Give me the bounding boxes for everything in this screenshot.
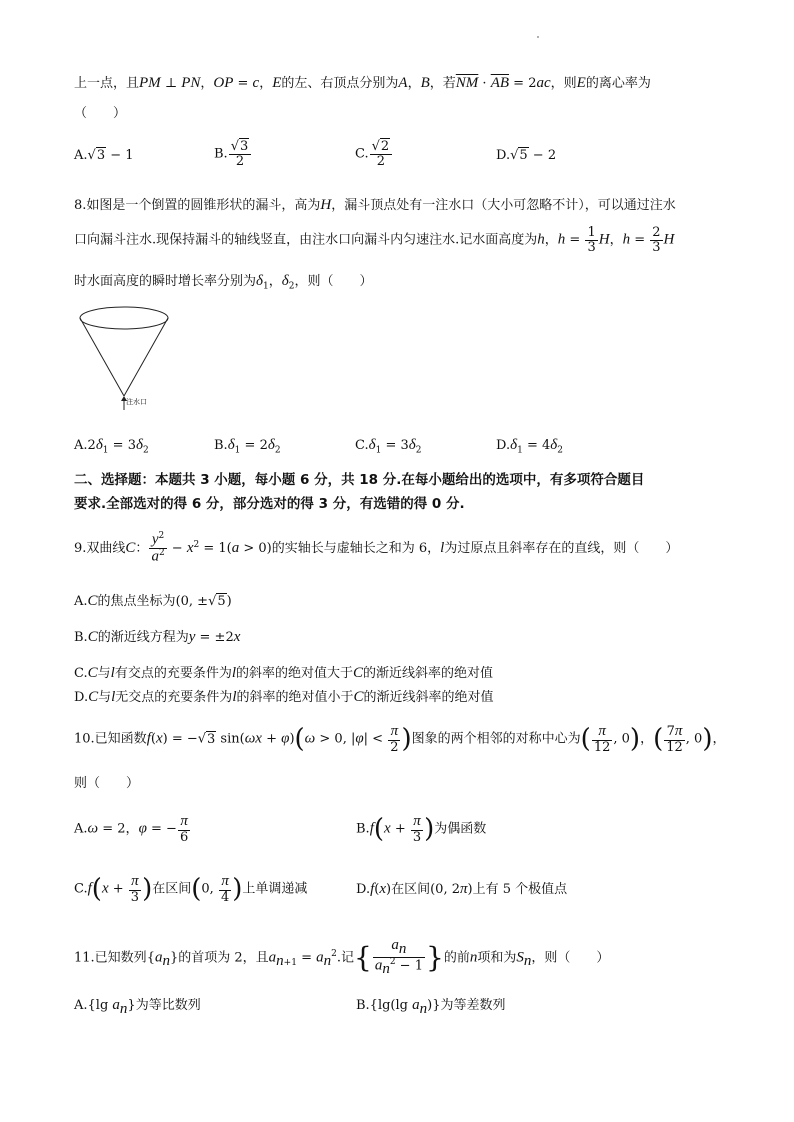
q10-option-c: C.f(x + $\frac{\pi}{3}$ )在区间(0, $\frac{\pi}{4}$ )上单调递减 <box>74 873 308 905</box>
q7-paren: （ ） <box>74 106 127 121</box>
q9-option-d: D.C与l无交点的充要条件为l的斜率的绝对值小于C的渐近线斜率的绝对值 <box>74 689 494 705</box>
scan-dot <box>537 36 539 38</box>
q7-option-c: C. $\frac{√2}{2}$ <box>355 140 393 168</box>
q11-option-b: B.{lg(lg $a_n$)}为等差数列 <box>356 997 506 1017</box>
q11-option-a: A.{lg $a_n$}为等比数列 <box>74 997 201 1017</box>
q9-option-c: C.C与l有交点的充要条件为l的斜率的绝对值大于C的渐近线斜率的绝对值 <box>74 665 494 681</box>
q9-option-b: B.C的渐近线方程为y = ±2x <box>74 629 241 645</box>
q9-stem: 9.双曲线C： $\frac{y^2}{a^2}$ − $x^2 = 1(a > 0)$的实轴长与虚轴长之和为 6，l为过原点且斜率存在的直线，则（ ） <box>74 531 679 565</box>
q8-line2: 口向漏斗注水.现保持漏斗的轴线竖直，由注水口向漏斗内匀速注水.记水面高度为h，h = $\frac{1}{3}$ H，h = $\frac{2}{3}$ H <box>74 225 675 255</box>
q9-option-a: A.C的焦点坐标为(0, ±√5) <box>74 593 232 609</box>
section2-line2: 要求.全部选对的得 6 分，部分选对的得 3 分，有选错的得 0 分. <box>74 496 465 512</box>
q10-option-d: D.f(x)在区间(0, 2π)上有 5 个极值点 <box>356 881 568 897</box>
q8-option-a: $A.2\delta_1 = 3\delta_2$ <box>74 437 149 456</box>
q8-line1: 8.如图是一个倒置的圆锥形状的漏斗，高为H，漏斗顶点处有一注水口（大小可忽略不计），可以通过注水 <box>74 197 676 213</box>
q8-option-c: $C.\delta_1 = 3\delta_2$ <box>355 437 422 456</box>
q7-option-d: D.√5 − 2 <box>496 148 557 163</box>
q8-line3: 时水面高度的瞬时增长率分别为$\delta_1$，$\delta_2$，则（ ） <box>74 273 373 292</box>
q8-option-d: $D.\delta_1 = 4\delta_2$ <box>496 437 563 456</box>
q10-then: 则（ ） <box>74 776 140 791</box>
q7-option-b: B. $\frac{√3}{2}$ <box>214 140 252 168</box>
section2-line1: 二、选择题：本题共 3 小题，每小题 6 分，共 18 分.在每小题给出的选项中，有多项符合题目 <box>74 472 645 488</box>
q10-option-b: B.f(x + $\frac{\pi}{3}$ )为偶函数 <box>356 813 487 845</box>
q10-option-a: A.ω = 2，φ = − $\frac{\pi}{6}$ <box>74 813 189 845</box>
q7-line1: 上一点，且PM ⊥ PN，OP = c，E的左、右顶点分别为A，B，若$\overline{NM} \cdot \overline{AB} = 2ac$，则E的离心率为 <box>74 75 651 91</box>
funnel-label: 注水口 <box>126 398 147 406</box>
q10-stem: 10.已知函数f(x) = −√3 sin(ωx + φ)(ω > 0, |φ| < $\frac{\pi}{2}$ )图象的两个相邻的对称中心为( $\frac{\pi}{12}$ , 0)，( $\frac{7\pi}{12}$ , 0)， <box>74 723 726 755</box>
q7-option-a: A.√3 − 1 <box>74 148 134 163</box>
q8-option-b: $B.\delta_1 = 2\delta_2$ <box>214 437 281 456</box>
q11-stem: 11.已知数列$\{a_n\}$的首项为 2，且$a_{n+1} = a_n^2$.记{ $\frac{a_n}{a_n^2 - 1}$ }的前n项和为$S_n$，则（ ） <box>74 937 610 978</box>
